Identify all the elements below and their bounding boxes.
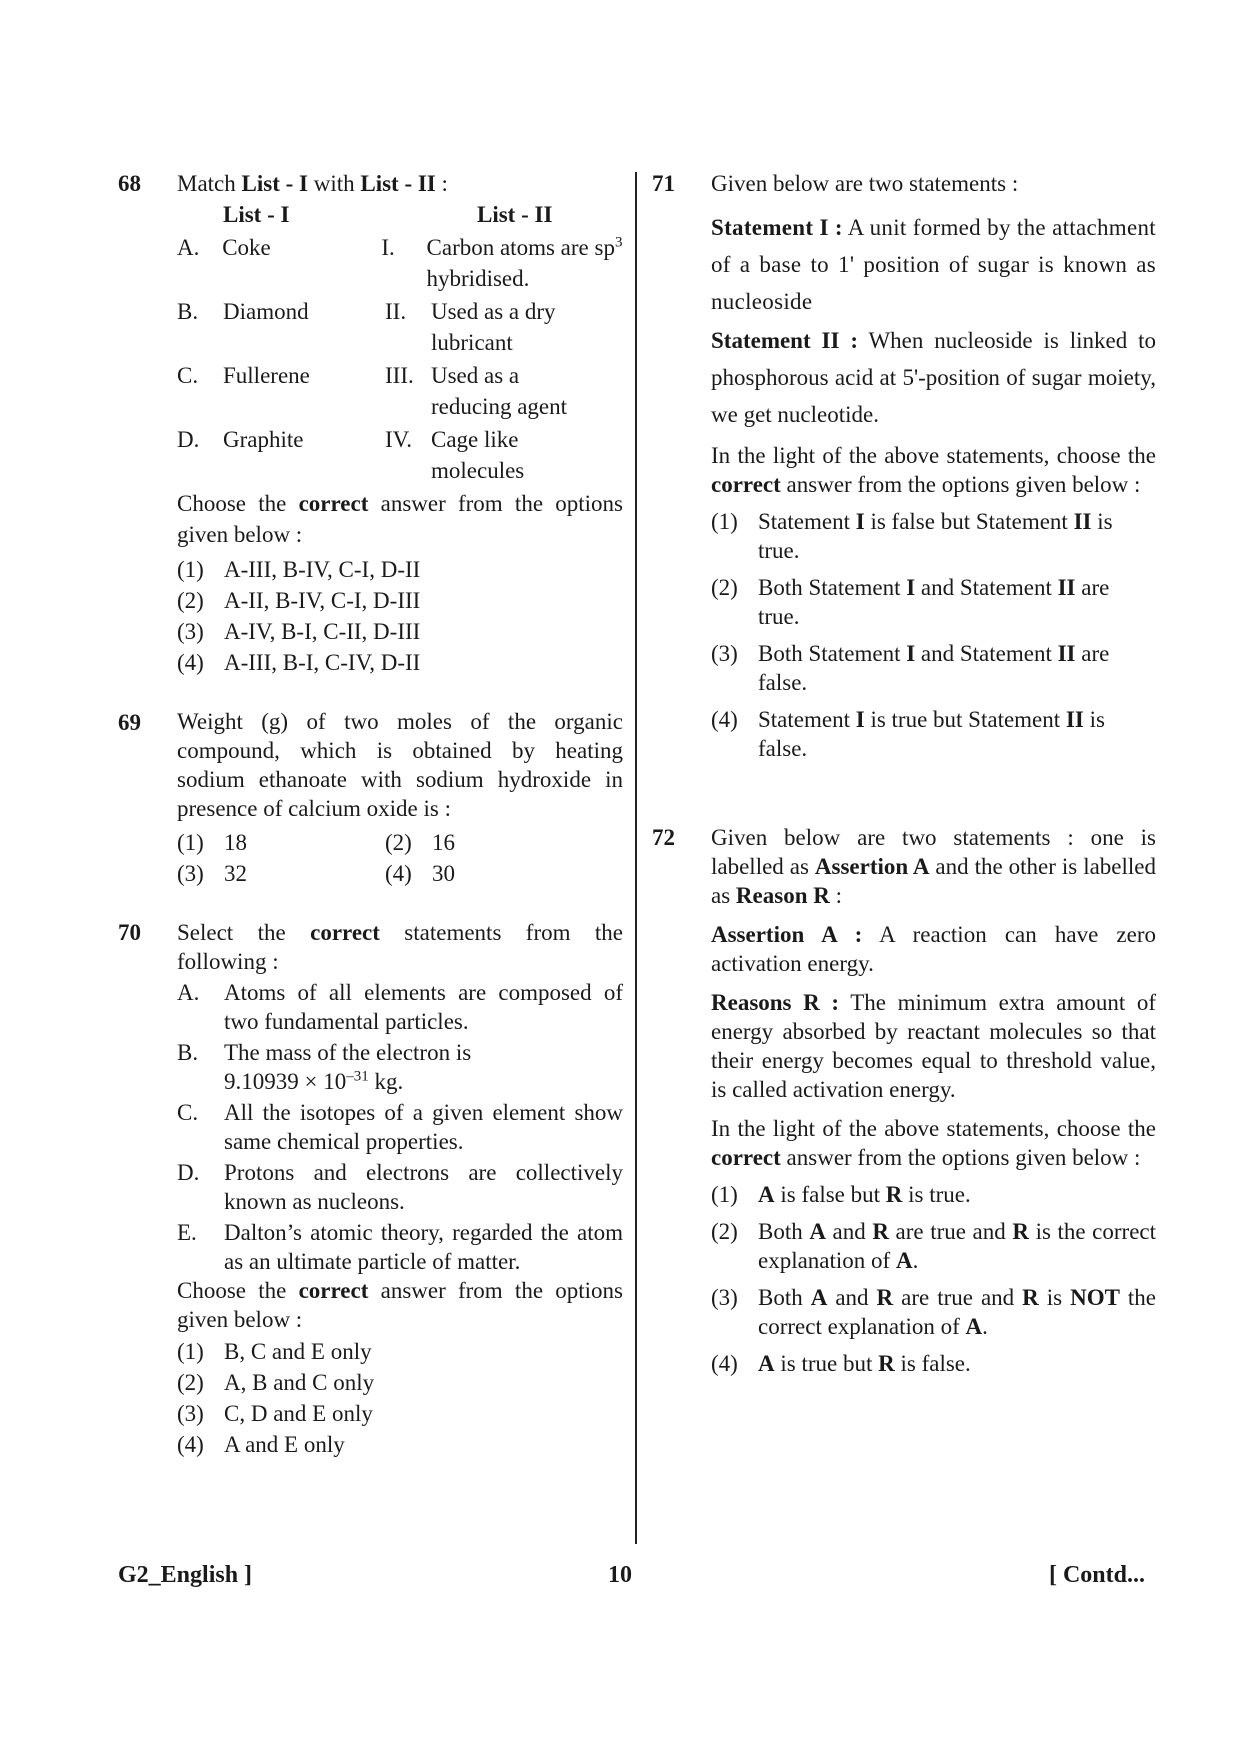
answer-option[interactable]: (4) A is true but R is false. — [711, 1351, 971, 1376]
question-71 — [652, 168, 1156, 763]
choose-instruction: In the light of the above statements, choose the correct answer from the options given below : — [711, 443, 1156, 497]
question-number: 68 — [118, 171, 141, 196]
answer-option[interactable]: (4) Statement I is true but Statement II is false. — [711, 707, 1105, 761]
statement-item: D. Protons and electrons are collectively known as nucleons. — [177, 1160, 623, 1214]
answer-option[interactable]: (1) B, C and E only — [177, 1339, 372, 1364]
footer-continued: [ Contd... — [1048, 1562, 1145, 1588]
answer-option[interactable]: (1) 18 — [177, 830, 247, 855]
answer-option[interactable]: (2) A-II, B-IV, C-I, D-III — [177, 588, 421, 613]
right-column — [652, 168, 1156, 1378]
answer-option[interactable]: (2) Both Statement I and Statement II are true. — [711, 575, 1110, 629]
question-number: 69 — [118, 710, 141, 735]
answer-option[interactable]: (3) A-IV, B-I, C-II, D-III — [177, 619, 421, 644]
question-number: 72 — [652, 825, 675, 850]
answer-option[interactable]: (2) A, B and C only — [177, 1370, 375, 1395]
answer-option[interactable]: (1) Statement I is false but Statement II is true. — [711, 509, 1113, 563]
answer-option[interactable]: (3) 32 — [177, 861, 247, 886]
choose-instruction: Choose the correct answer from the options given below : — [177, 1278, 623, 1332]
question-text: Given below are two statements : one is labelled as Assertion A and the other is labelled as Reason R : — [711, 825, 1156, 908]
list-row: A. Coke I. Carbon atoms are $sp^3$ hybridised. — [177, 234, 623, 291]
answer-option[interactable]: (4) 30 — [385, 861, 455, 886]
answer-option[interactable]: (1) A-III, B-IV, C-I, D-II — [177, 557, 421, 582]
answer-option[interactable]: (3) C, D and E only — [177, 1401, 373, 1426]
choose-instruction: Choose the correct answer from the options given below : — [177, 491, 623, 547]
answer-option[interactable]: (3) Both Statement I and Statement II are false. — [711, 641, 1110, 695]
question-text: Weight (g) of two moles of the organic compound, which is obtained by heating sodium ethanoate with sodium hydroxide in presence of calcium oxide is : — [177, 709, 623, 821]
question-number: 70 — [118, 920, 141, 945]
answer-option[interactable]: (3) Both A and R are true and R is NOT the correct explanation of A. — [711, 1285, 1157, 1339]
list-row: B. Diamond II. Used as a dry lubricant — [177, 299, 556, 355]
reason: Reasons R : The minimum extra amount of energy absorbed by reactant molecules so that their energy becomes equal to threshold value, is called activation energy. — [711, 990, 1156, 1102]
list-header: List - I List - II — [223, 202, 553, 227]
question-72 — [652, 823, 1156, 1378]
question-68 — [118, 168, 623, 678]
list-row: C. Fullerene III. Used as a reducing agent — [177, 363, 568, 419]
footer-page-number: 10 — [608, 1562, 632, 1588]
statement-item: C. All the isotopes of a given element show same chemical properties. — [177, 1100, 623, 1154]
statement-2: Statement II : When nucleoside is linked to phosphorous acid at 5'-position of sugar moiety, we get nucleotide. — [711, 328, 1157, 427]
question-number: 71 — [652, 171, 675, 196]
question-text: Match List - I with List - II : — [177, 171, 448, 196]
assertion: Assertion A : A reaction can have zero activation energy. — [711, 922, 1157, 976]
answer-option[interactable]: (2) 16 — [385, 830, 455, 855]
statement-1: Statement I : A unit formed by the attachment of a base to 1' position of sugar is known as nucleoside — [711, 215, 1156, 314]
answer-option[interactable]: (1) A is false but R is true. — [711, 1182, 971, 1207]
statement-item: E. Dalton’s atomic theory, regarded the atom as an ultimate particle of matter. — [177, 1220, 623, 1274]
question-70 — [118, 918, 623, 1460]
list-row: D. Graphite IV. Cage like molecules — [177, 427, 525, 483]
answer-option[interactable]: (4) A-III, B-I, C-IV, D-II — [177, 650, 421, 675]
answer-option[interactable]: (2) Both A and R are true and R is the correct explanation of A. — [711, 1219, 1157, 1273]
left-column — [118, 168, 623, 1460]
choose-instruction: In the light of the above statements, choose the correct answer from the options given below : — [711, 1116, 1156, 1170]
question-text: Select the correct statements from the following : — [177, 920, 624, 974]
answer-option[interactable]: (4) A and E only — [177, 1432, 345, 1457]
footer-paper-code: G2_English ] — [118, 1562, 253, 1588]
question-text: Given below are two statements : — [711, 171, 1019, 196]
statement-item: B. The mass of the electron is $9.10939 \times 10^{-31}$ kg. — [177, 1040, 472, 1094]
question-69 — [118, 707, 623, 889]
statement-item: A. Atoms of all elements are composed of two fundamental particles. — [177, 980, 623, 1034]
column-divider — [635, 172, 637, 1544]
